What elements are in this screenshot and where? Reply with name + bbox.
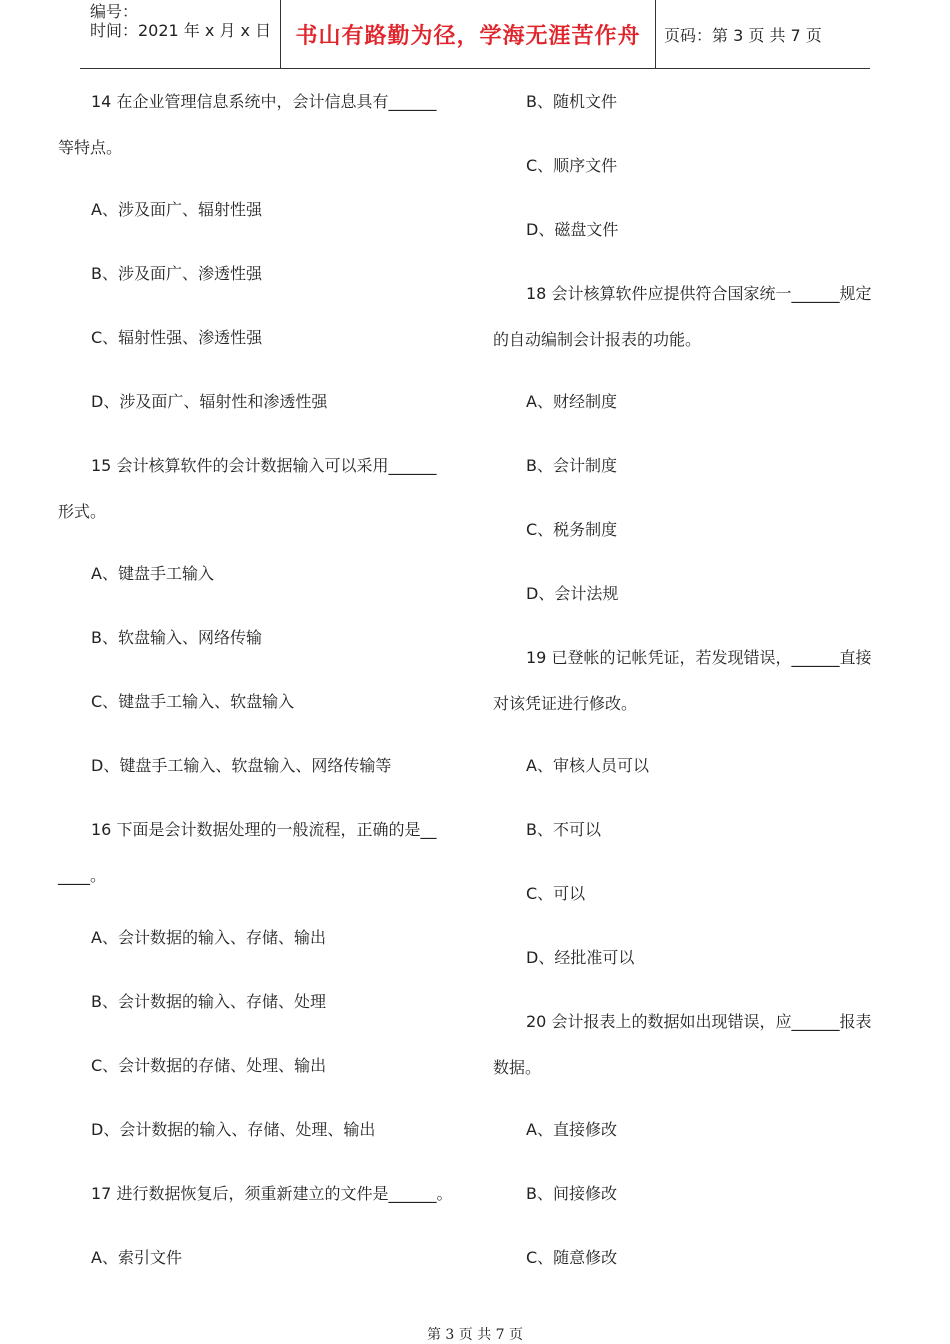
- document-time-label: 时间：2021 年 x 月 x 日: [90, 21, 272, 40]
- question-line: A、索引文件: [91, 1248, 182, 1267]
- question-line: D、会计法规: [526, 584, 619, 603]
- question-continuation: 对该凭证进行修改。: [493, 694, 638, 713]
- page-footer: 第 3 页 共 7 页: [426, 1327, 524, 1343]
- question-line: B、不可以: [526, 820, 601, 839]
- question-line: A、键盘手工输入: [91, 564, 214, 583]
- question-line: D、经批准可以: [526, 948, 635, 967]
- question-line: 16 下面是会计数据处理的一般流程，正确的是__: [91, 820, 437, 839]
- question-line: 18 会计核算软件应提供符合国家统一______规定: [526, 284, 872, 303]
- question-line: A、审核人员可以: [526, 756, 649, 775]
- document-number-label: 编号：: [90, 2, 139, 21]
- question-line: D、会计数据的输入、存储、处理、输出: [91, 1120, 376, 1139]
- question-line: B、间接修改: [526, 1184, 617, 1203]
- page-header: [80, 0, 870, 69]
- question-line: B、随机文件: [526, 92, 617, 111]
- question-continuation: 的自动编制会计报表的功能。: [493, 330, 702, 349]
- question-line: D、涉及面广、辐射性和渗透性强: [91, 392, 328, 411]
- question-line: D、磁盘文件: [526, 220, 619, 239]
- question-line: A、涉及面广、辐射性强: [91, 200, 262, 219]
- header-meta: [80, 0, 280, 70]
- question-line: C、键盘手工输入、软盘输入: [91, 692, 295, 711]
- question-line: C、辐射性强、渗透性强: [91, 328, 263, 347]
- question-line: 17 进行数据恢复后，须重新建立的文件是______。: [91, 1184, 453, 1203]
- question-line: B、会计制度: [526, 456, 617, 475]
- question-line: C、会计数据的存储、处理、输出: [91, 1056, 327, 1075]
- header-motto: 书山有路勤为径，学海无涯苦作舟: [295, 23, 641, 49]
- question-line: 19 已登帐的记帐凭证，若发现错误，______直接: [526, 648, 872, 667]
- question-line: A、财经制度: [526, 392, 617, 411]
- question-continuation: 形式。: [58, 502, 107, 521]
- question-line: C、顺序文件: [526, 156, 618, 175]
- question-line: 14 在企业管理信息系统中，会计信息具有______: [91, 92, 437, 111]
- question-continuation: ____。: [58, 866, 107, 885]
- header-motto-cell: [280, 0, 656, 68]
- question-line: B、会计数据的输入、存储、处理: [91, 992, 326, 1011]
- question-line: C、税务制度: [526, 520, 618, 539]
- question-line: A、会计数据的输入、存储、输出: [91, 928, 326, 947]
- question-continuation: 等特点。: [58, 138, 123, 157]
- question-line: B、涉及面广、渗透性强: [91, 264, 262, 283]
- question-continuation: 数据。: [493, 1058, 542, 1077]
- question-line: 15 会计核算软件的会计数据输入可以采用______: [91, 456, 437, 475]
- question-line: 20 会计报表上的数据如出现错误，应______报表: [526, 1012, 872, 1031]
- question-line: C、随意修改: [526, 1248, 618, 1267]
- question-line: C、可以: [526, 884, 586, 903]
- question-line: A、直接修改: [526, 1120, 617, 1139]
- header-page-info: 页码：第 3 页 共 7 页: [664, 25, 822, 45]
- question-line: D、键盘手工输入、软盘输入、网络传输等: [91, 756, 392, 775]
- question-line: B、软盘输入、网络传输: [91, 628, 262, 647]
